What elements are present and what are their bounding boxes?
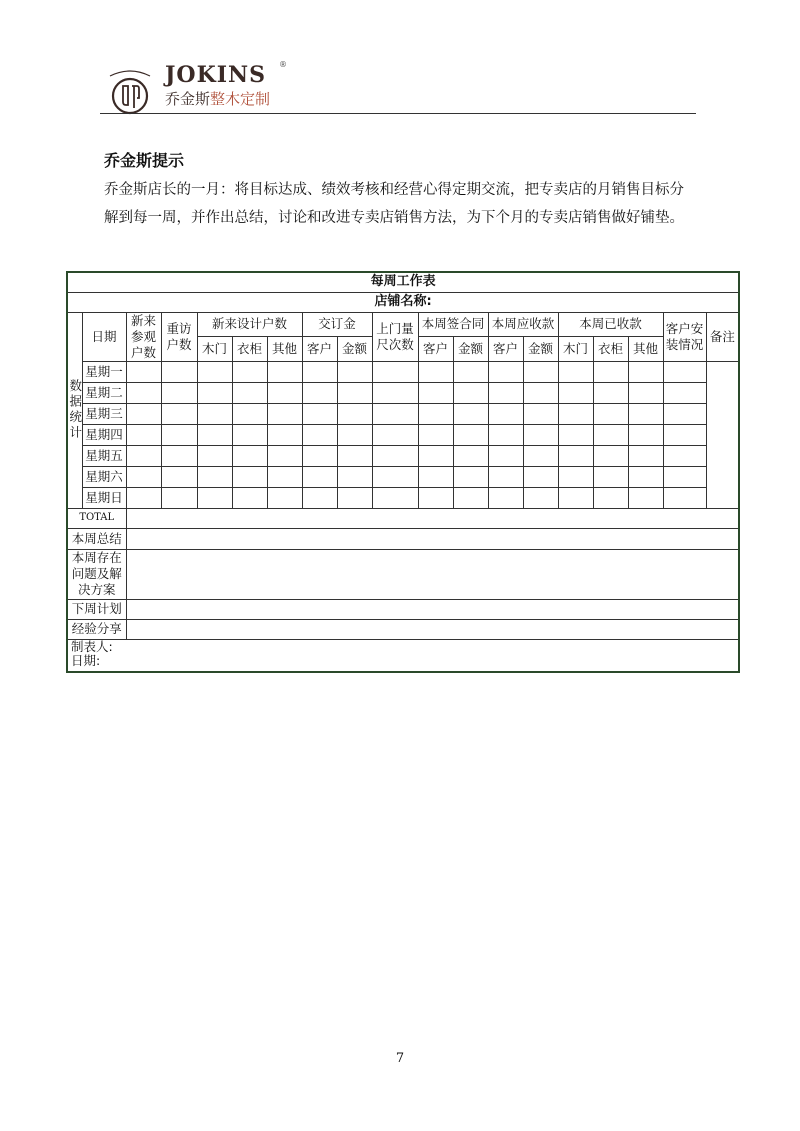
sub-other: 其他 [267, 337, 302, 362]
summary-row [67, 528, 739, 549]
brand-cn-main: 乔金斯 [165, 90, 211, 108]
brand-cn-sub: 整木定制 [210, 90, 271, 108]
header-receivable: 本周应收款 [488, 312, 558, 337]
sub-wardrobe: 衣柜 [232, 337, 267, 362]
table-title: 每周工作表 [67, 272, 739, 292]
next-plan-value [126, 599, 739, 619]
header-install: 客户安装情况 [663, 312, 706, 361]
registered-mark: ® [279, 60, 287, 69]
day-label: 星期五 [82, 445, 126, 466]
total-row [67, 508, 739, 528]
brand-name-en: JOKINS [165, 62, 266, 88]
weekly-work-table [66, 271, 740, 673]
footer-row [67, 639, 739, 672]
header-measure: 上门量尺次数 [372, 312, 418, 361]
table-row [67, 403, 739, 424]
data-stats-label: 数据统计 [67, 312, 82, 508]
sub-amount: 金额 [337, 337, 372, 362]
maker-label: 制表人: [71, 638, 113, 654]
header-new-design: 新来设计户数 [197, 312, 302, 337]
summary-value [126, 528, 739, 549]
header-deposit: 交订金 [302, 312, 372, 337]
brand-name-cn [165, 88, 270, 109]
sub-other: 其他 [628, 337, 663, 362]
header-new-visit: 新来参观户数 [126, 312, 161, 361]
day-label: 星期六 [82, 466, 126, 487]
experience-row [67, 619, 739, 639]
experience-value [126, 619, 739, 639]
day-label: 星期三 [82, 403, 126, 424]
sub-customer: 客户 [302, 337, 337, 362]
header-divider [100, 113, 696, 114]
next-plan-row [67, 599, 739, 619]
sub-wardrobe: 衣柜 [593, 337, 628, 362]
header-received: 本周已收款 [558, 312, 663, 337]
total-label: TOTAL [67, 508, 126, 528]
header-date: 日期 [82, 312, 126, 361]
footer-cell [67, 639, 739, 672]
table-row [67, 424, 739, 445]
header-remark: 备注 [706, 312, 739, 361]
store-name-label: 店铺名称: [67, 292, 739, 312]
header-revisit: 重访户数 [161, 312, 197, 361]
table-row [67, 382, 739, 403]
issues-label: 本周存在问题及解决方案 [67, 549, 126, 599]
jokins-badge-icon [104, 64, 156, 116]
tip-body-line-2: 解到每一周，并作出总结，讨论和改进专卖店销售方法，为下个月的专卖店销售做好铺垫。 [104, 210, 684, 226]
date-label: 日期: [71, 652, 101, 668]
tip-title: 乔金斯提示 [104, 151, 185, 170]
sub-customer: 客户 [418, 337, 453, 362]
total-value [126, 508, 739, 528]
day-label: 星期一 [82, 361, 126, 382]
table-row [67, 445, 739, 466]
day-label: 星期二 [82, 382, 126, 403]
next-plan-label: 下周计划 [67, 599, 126, 619]
tip-body [104, 176, 704, 232]
sub-wood-door: 木门 [558, 337, 593, 362]
summary-label: 本周总结 [67, 528, 126, 549]
experience-label: 经验分享 [67, 619, 126, 639]
sub-amount: 金额 [523, 337, 558, 362]
sub-customer: 客户 [488, 337, 523, 362]
day-label: 星期四 [82, 424, 126, 445]
sub-amount: 金额 [453, 337, 488, 362]
page-number: 7 [395, 1051, 405, 1066]
issues-value [126, 549, 739, 599]
table-row [67, 487, 739, 508]
tip-body-line-1: 乔金斯店长的一月：将目标达成、绩效考核和经营心得定期交流，把专卖店的月销售目标分 [104, 182, 684, 198]
table-row [67, 466, 739, 487]
day-label: 星期日 [82, 487, 126, 508]
issues-row [67, 549, 739, 599]
sub-wood-door: 木门 [197, 337, 232, 362]
table-row [67, 361, 739, 382]
header-signed: 本周签合同 [418, 312, 488, 337]
